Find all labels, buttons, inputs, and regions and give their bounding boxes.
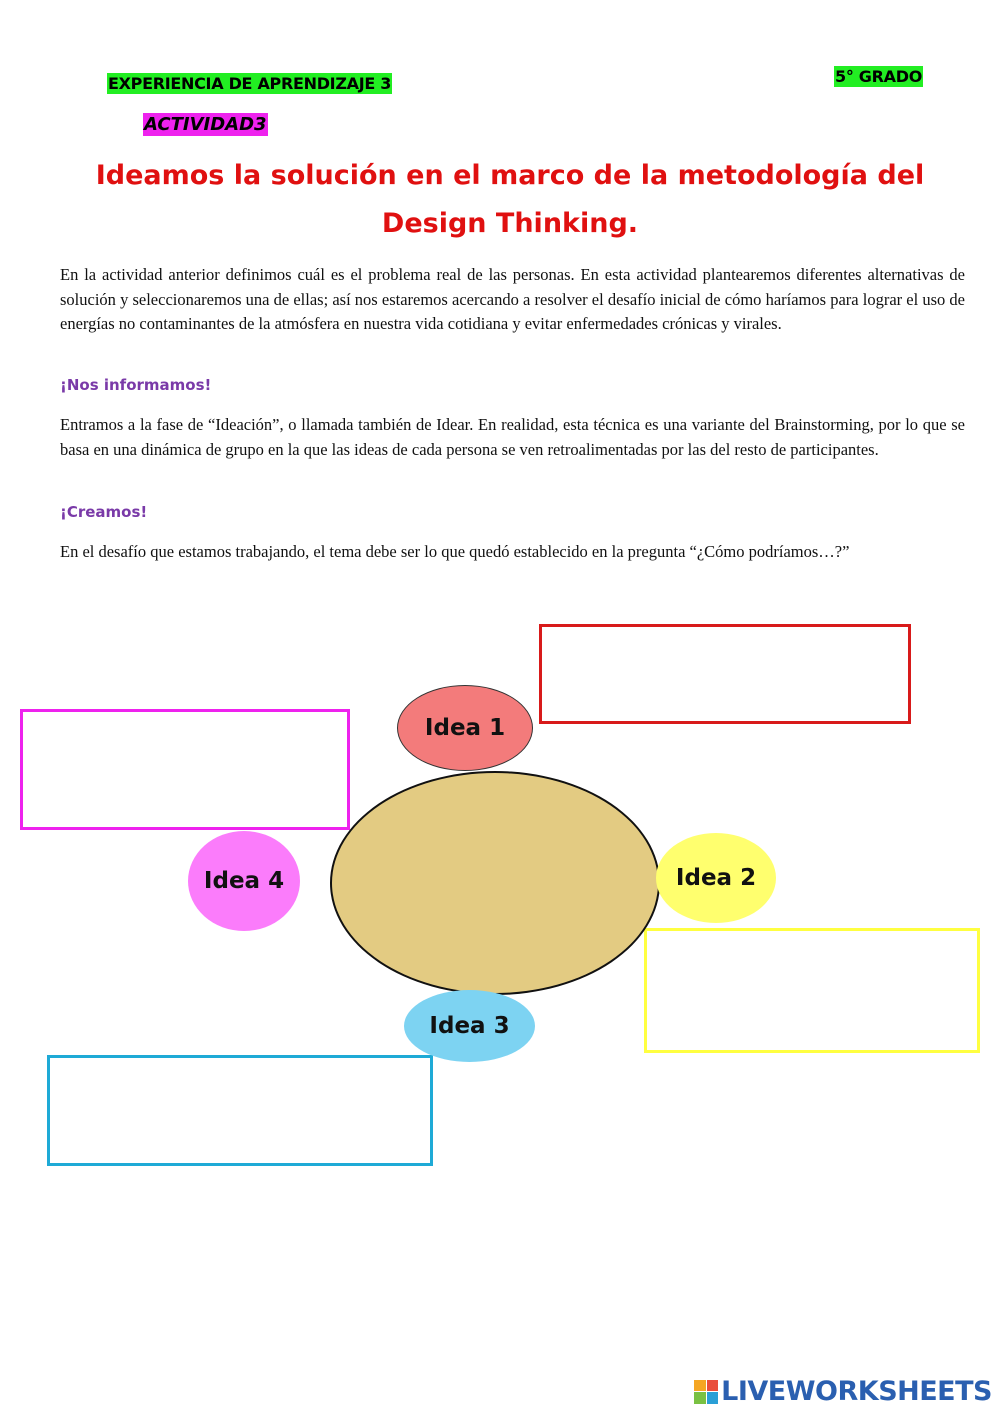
idea-1-answer-box[interactable] [539, 624, 911, 724]
section-text-creamos: En el desafío que estamos trabajando, el tema debe ser lo que quedó establecido en la pregunta “¿Cómo podríamos…?” [60, 542, 850, 561]
grade-label: 5° GRADO [835, 67, 923, 86]
idea-2-oval [656, 833, 776, 923]
idea-3-answer-box[interactable] [47, 1055, 433, 1166]
idea-3-oval [404, 990, 535, 1062]
idea-4-oval [188, 831, 300, 931]
page-title: Ideamos la solución en el marco de la metodología del Design Thinking. [95, 160, 925, 239]
intro-paragraph: En la actividad anterior definimos cuál es el problema real de las personas. En esta actividad plantearemos diferentes alternativas de solución y seleccionaremos una de ellas; así nos estaremos acercando a resolver el desafío inicial de cómo haríamos para lograr el uso de energías no contaminantes de la atmósfera en nuestra vida cotidiana y evitar enfermedades crónicas y virales. [60, 265, 965, 333]
idea-1-label: Idea 1 [424, 715, 506, 741]
idea-2-answer-box[interactable] [644, 928, 980, 1053]
section-heading-creamos: ¡Creamos! [60, 503, 148, 521]
liveworksheets-icon [694, 1380, 718, 1404]
section-heading-informamos: ¡Nos informamos! [60, 376, 212, 394]
central-topic-oval [330, 771, 660, 995]
idea-1-oval [397, 685, 533, 771]
experience-label: EXPERIENCIA DE APRENDIZAJE 3 [108, 74, 392, 93]
idea-3-label: Idea 3 [429, 1013, 510, 1039]
section-text-informamos: Entramos a la fase de “Ideación”, o llamada también de Idear. En realidad, esta técnica es una variante del Brainstorming, por lo que se basa en una dinámica de grupo en la que las ideas de cada persona se ven retroalimentadas por las del resto de participantes. [60, 415, 965, 459]
activity-label: ACTIVIDAD3 [144, 114, 267, 135]
liveworksheets-logo[interactable] [694, 1376, 992, 1407]
logo-text: LIVEWORKSHEETS [721, 1376, 992, 1407]
idea-4-label: Idea 4 [203, 868, 285, 894]
idea-4-answer-box[interactable] [20, 709, 350, 830]
idea-2-label: Idea 2 [675, 865, 757, 891]
